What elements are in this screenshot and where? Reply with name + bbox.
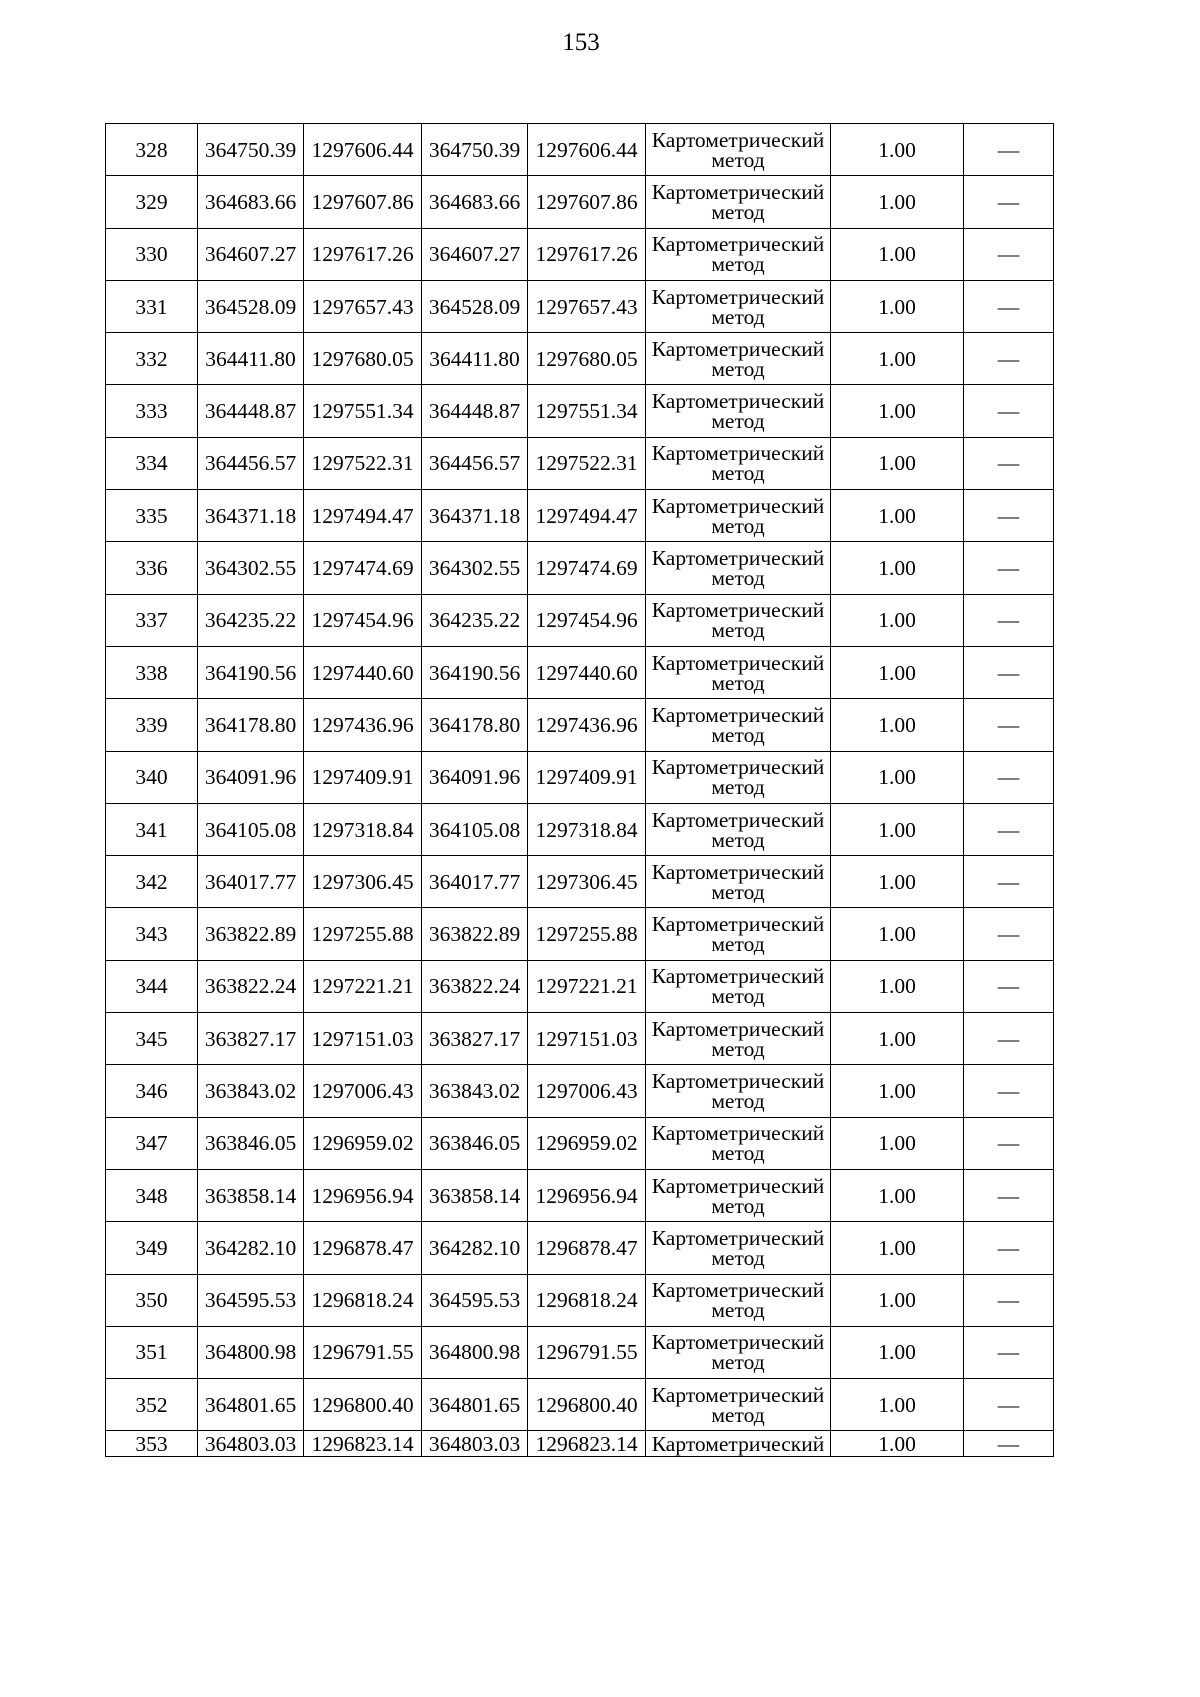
method-line-1: Картометрический xyxy=(651,493,825,518)
y-coordinate-cell: 1297440.60 xyxy=(304,646,422,698)
table-row xyxy=(106,280,1054,332)
point-number-cell: 352 xyxy=(106,1379,198,1431)
note-cell: — xyxy=(964,1431,1054,1457)
x-coordinate-alt-cell: 363843.02 xyxy=(422,1065,528,1117)
note-cell: — xyxy=(964,542,1054,594)
method-cell xyxy=(646,437,831,489)
accuracy-cell: 1.00 xyxy=(831,1169,964,1221)
table-row xyxy=(106,594,1054,646)
x-coordinate-cell: 364371.18 xyxy=(198,490,304,542)
method-line-1: Картометрический xyxy=(651,1225,825,1250)
table-row xyxy=(106,437,1054,489)
method-cell xyxy=(646,1013,831,1065)
method-cell xyxy=(646,751,831,803)
accuracy-cell: 1.00 xyxy=(831,1222,964,1274)
point-number-cell: 337 xyxy=(106,594,198,646)
y-coordinate-cell: 1297436.96 xyxy=(304,699,422,751)
note-cell: — xyxy=(964,333,1054,385)
accuracy-cell: 1.00 xyxy=(831,1274,964,1326)
method-cell xyxy=(646,124,831,176)
accuracy-cell: 1.00 xyxy=(831,385,964,437)
table-row xyxy=(106,699,1054,751)
method-cell xyxy=(646,699,831,751)
method-line-1: Картометрический xyxy=(651,702,825,727)
method-line-1: Картометрический xyxy=(651,389,825,414)
method-line-1: Картометрический xyxy=(651,755,825,780)
method-line-2: метод xyxy=(711,932,765,957)
note-cell: — xyxy=(964,646,1054,698)
x-coordinate-alt-cell: 364017.77 xyxy=(422,856,528,908)
point-number-cell: 342 xyxy=(106,856,198,908)
x-coordinate-alt-cell: 363822.24 xyxy=(422,960,528,1012)
y-coordinate-cell: 1297006.43 xyxy=(304,1065,422,1117)
y-coordinate-cell: 1297474.69 xyxy=(304,542,422,594)
method-cell xyxy=(646,542,831,594)
y-coordinate-alt-cell: 1297657.43 xyxy=(528,280,646,332)
accuracy-cell: 1.00 xyxy=(831,490,964,542)
note-cell: — xyxy=(964,437,1054,489)
point-number-cell: 334 xyxy=(106,437,198,489)
x-coordinate-cell: 364800.98 xyxy=(198,1326,304,1378)
method-line-1: Картометрический xyxy=(651,284,825,309)
method-cell xyxy=(646,1379,831,1431)
accuracy-cell: 1.00 xyxy=(831,699,964,751)
method-cell xyxy=(646,176,831,228)
method-line-1: Картометрический xyxy=(651,859,825,884)
method-cell xyxy=(646,1065,831,1117)
method-line-2: метод xyxy=(711,409,765,434)
y-coordinate-cell: 1296878.47 xyxy=(304,1222,422,1274)
note-cell: — xyxy=(964,228,1054,280)
x-coordinate-cell: 364411.80 xyxy=(198,333,304,385)
x-coordinate-alt-cell: 364528.09 xyxy=(422,280,528,332)
x-coordinate-alt-cell: 364607.27 xyxy=(422,228,528,280)
table-row xyxy=(106,124,1054,176)
method-line-2: метод xyxy=(711,1350,765,1375)
accuracy-cell: 1.00 xyxy=(831,594,964,646)
method-line-2: метод xyxy=(711,1298,765,1323)
x-coordinate-alt-cell: 364448.87 xyxy=(422,385,528,437)
table-row xyxy=(106,1117,1054,1169)
method-line-2: метод xyxy=(711,1245,765,1270)
x-coordinate-cell: 364235.22 xyxy=(198,594,304,646)
method-line-1: Картометрический xyxy=(651,650,825,675)
y-coordinate-alt-cell: 1296956.94 xyxy=(528,1169,646,1221)
x-coordinate-cell: 364302.55 xyxy=(198,542,304,594)
y-coordinate-cell: 1297494.47 xyxy=(304,490,422,542)
y-coordinate-cell: 1296791.55 xyxy=(304,1326,422,1378)
y-coordinate-alt-cell: 1296878.47 xyxy=(528,1222,646,1274)
method-line-1: Картометрический xyxy=(651,964,825,989)
method-line-1: Картометрический xyxy=(651,336,825,361)
point-number-cell: 339 xyxy=(106,699,198,751)
y-coordinate-cell: 1296823.14 xyxy=(304,1431,422,1457)
method-cell xyxy=(646,803,831,855)
note-cell: — xyxy=(964,385,1054,437)
method-line-2: метод xyxy=(711,827,765,852)
method-line-2: метод xyxy=(711,566,765,591)
note-cell: — xyxy=(964,1379,1054,1431)
x-coordinate-alt-cell: 364595.53 xyxy=(422,1274,528,1326)
x-coordinate-cell: 364091.96 xyxy=(198,751,304,803)
y-coordinate-alt-cell: 1297494.47 xyxy=(528,490,646,542)
note-cell: — xyxy=(964,1326,1054,1378)
method-line-1: Картометрический xyxy=(651,1382,825,1407)
note-cell: — xyxy=(964,594,1054,646)
y-coordinate-cell: 1296800.40 xyxy=(304,1379,422,1431)
table-row xyxy=(106,542,1054,594)
y-coordinate-alt-cell: 1297006.43 xyxy=(528,1065,646,1117)
point-number-cell: 350 xyxy=(106,1274,198,1326)
x-coordinate-alt-cell: 363858.14 xyxy=(422,1169,528,1221)
x-coordinate-cell: 364595.53 xyxy=(198,1274,304,1326)
note-cell: — xyxy=(964,1169,1054,1221)
table-row xyxy=(106,1222,1054,1274)
point-number-cell: 349 xyxy=(106,1222,198,1274)
y-coordinate-alt-cell: 1297151.03 xyxy=(528,1013,646,1065)
point-number-cell: 353 xyxy=(106,1431,198,1457)
x-coordinate-alt-cell: 364411.80 xyxy=(422,333,528,385)
method-line-2: метод xyxy=(711,1036,765,1061)
table-row xyxy=(106,1379,1054,1431)
note-cell: — xyxy=(964,1222,1054,1274)
point-number-cell: 348 xyxy=(106,1169,198,1221)
y-coordinate-cell: 1296959.02 xyxy=(304,1117,422,1169)
table-row xyxy=(106,333,1054,385)
accuracy-cell: 1.00 xyxy=(831,1379,964,1431)
x-coordinate-alt-cell: 364800.98 xyxy=(422,1326,528,1378)
x-coordinate-alt-cell: 364302.55 xyxy=(422,542,528,594)
accuracy-cell: 1.00 xyxy=(831,124,964,176)
method-cell xyxy=(646,856,831,908)
x-coordinate-alt-cell: 364803.03 xyxy=(422,1431,528,1457)
y-coordinate-alt-cell: 1296823.14 xyxy=(528,1431,646,1457)
x-coordinate-alt-cell: 364190.56 xyxy=(422,646,528,698)
method-line-2: метод xyxy=(711,356,765,381)
table-row xyxy=(106,908,1054,960)
method-line-2: метод xyxy=(711,304,765,329)
x-coordinate-alt-cell: 364235.22 xyxy=(422,594,528,646)
method-line-2: метод xyxy=(711,879,765,904)
x-coordinate-alt-cell: 364683.66 xyxy=(422,176,528,228)
x-coordinate-alt-cell: 364456.57 xyxy=(422,437,528,489)
method-line-2: метод xyxy=(711,1193,765,1218)
method-line-1: Картометрический xyxy=(651,232,825,257)
accuracy-cell: 1.00 xyxy=(831,280,964,332)
method-line-2: метод xyxy=(711,461,765,486)
note-cell: — xyxy=(964,803,1054,855)
y-coordinate-cell: 1297221.21 xyxy=(304,960,422,1012)
x-coordinate-cell: 364803.03 xyxy=(198,1431,304,1457)
table-row xyxy=(106,646,1054,698)
point-number-cell: 338 xyxy=(106,646,198,698)
table-row xyxy=(106,1169,1054,1221)
method-line-2: метод xyxy=(711,984,765,1009)
method-line-2: метод xyxy=(711,670,765,695)
method-line-2: метод xyxy=(711,513,765,538)
method-line-2: метод xyxy=(711,1141,765,1166)
method-cell xyxy=(646,1431,831,1457)
table-row xyxy=(106,176,1054,228)
x-coordinate-alt-cell: 364091.96 xyxy=(422,751,528,803)
y-coordinate-alt-cell: 1297436.96 xyxy=(528,699,646,751)
note-cell: — xyxy=(964,124,1054,176)
y-coordinate-alt-cell: 1297454.96 xyxy=(528,594,646,646)
method-line-1: Картометрический xyxy=(651,598,825,623)
point-number-cell: 344 xyxy=(106,960,198,1012)
method-line-1: Картометрический xyxy=(651,546,825,571)
x-coordinate-cell: 364801.65 xyxy=(198,1379,304,1431)
point-number-cell: 351 xyxy=(106,1326,198,1378)
method-cell xyxy=(646,1117,831,1169)
method-line-1: Картометрический xyxy=(651,127,825,152)
table-row xyxy=(106,803,1054,855)
method-cell xyxy=(646,333,831,385)
accuracy-cell: 1.00 xyxy=(831,1013,964,1065)
method-cell xyxy=(646,1274,831,1326)
note-cell: — xyxy=(964,490,1054,542)
method-line-1: Картометрический xyxy=(651,807,825,832)
y-coordinate-cell: 1297680.05 xyxy=(304,333,422,385)
note-cell: — xyxy=(964,856,1054,908)
point-number-cell: 341 xyxy=(106,803,198,855)
x-coordinate-cell: 363846.05 xyxy=(198,1117,304,1169)
note-cell: — xyxy=(964,280,1054,332)
x-coordinate-cell: 364190.56 xyxy=(198,646,304,698)
accuracy-cell: 1.00 xyxy=(831,228,964,280)
table-row xyxy=(106,490,1054,542)
x-coordinate-cell: 363827.17 xyxy=(198,1013,304,1065)
y-coordinate-alt-cell: 1297606.44 xyxy=(528,124,646,176)
note-cell: — xyxy=(964,1274,1054,1326)
method-cell xyxy=(646,490,831,542)
y-coordinate-cell: 1297409.91 xyxy=(304,751,422,803)
y-coordinate-cell: 1297607.86 xyxy=(304,176,422,228)
y-coordinate-alt-cell: 1296791.55 xyxy=(528,1326,646,1378)
method-line-2: метод xyxy=(711,252,765,277)
x-coordinate-alt-cell: 364282.10 xyxy=(422,1222,528,1274)
table-row xyxy=(106,960,1054,1012)
accuracy-cell: 1.00 xyxy=(831,176,964,228)
method-cell xyxy=(646,960,831,1012)
method-cell xyxy=(646,228,831,280)
y-coordinate-cell: 1297551.34 xyxy=(304,385,422,437)
point-number-cell: 347 xyxy=(106,1117,198,1169)
method-line-2: метод xyxy=(711,722,765,747)
y-coordinate-alt-cell: 1297306.45 xyxy=(528,856,646,908)
y-coordinate-alt-cell: 1296818.24 xyxy=(528,1274,646,1326)
method-line-2: метод xyxy=(711,618,765,643)
accuracy-cell: 1.00 xyxy=(831,1117,964,1169)
method-line-2: метод xyxy=(711,775,765,800)
note-cell: — xyxy=(964,699,1054,751)
x-coordinate-alt-cell: 363827.17 xyxy=(422,1013,528,1065)
point-number-cell: 346 xyxy=(106,1065,198,1117)
method-line-1: Картометрический xyxy=(651,179,825,204)
x-coordinate-cell: 364448.87 xyxy=(198,385,304,437)
y-coordinate-alt-cell: 1297318.84 xyxy=(528,803,646,855)
x-coordinate-cell: 363843.02 xyxy=(198,1065,304,1117)
y-coordinate-alt-cell: 1297409.91 xyxy=(528,751,646,803)
x-coordinate-cell: 364607.27 xyxy=(198,228,304,280)
coordinates-table xyxy=(105,123,1054,1457)
x-coordinate-cell: 364017.77 xyxy=(198,856,304,908)
method-line-2: метод xyxy=(711,1088,765,1113)
point-number-cell: 331 xyxy=(106,280,198,332)
x-coordinate-cell: 364178.80 xyxy=(198,699,304,751)
table-row xyxy=(106,1431,1054,1457)
page-number: 153 xyxy=(562,29,600,56)
note-cell: — xyxy=(964,176,1054,228)
x-coordinate-alt-cell: 364750.39 xyxy=(422,124,528,176)
note-cell: — xyxy=(964,1013,1054,1065)
method-line-1: Картометрический xyxy=(651,1278,825,1303)
x-coordinate-cell: 363858.14 xyxy=(198,1169,304,1221)
y-coordinate-cell: 1297306.45 xyxy=(304,856,422,908)
method-line-2: метод xyxy=(711,1402,765,1427)
y-coordinate-cell: 1296818.24 xyxy=(304,1274,422,1326)
y-coordinate-alt-cell: 1297522.31 xyxy=(528,437,646,489)
table-row xyxy=(106,1274,1054,1326)
method-cell xyxy=(646,385,831,437)
y-coordinate-alt-cell: 1297474.69 xyxy=(528,542,646,594)
method-cell xyxy=(646,1169,831,1221)
y-coordinate-cell: 1297606.44 xyxy=(304,124,422,176)
y-coordinate-cell: 1296956.94 xyxy=(304,1169,422,1221)
y-coordinate-cell: 1297255.88 xyxy=(304,908,422,960)
method-line-1: Картометрический xyxy=(651,1431,825,1456)
method-line-1: Картометрический xyxy=(651,1016,825,1041)
y-coordinate-cell: 1297318.84 xyxy=(304,803,422,855)
method-line-1: Картометрический xyxy=(651,1121,825,1146)
accuracy-cell: 1.00 xyxy=(831,646,964,698)
y-coordinate-cell: 1297657.43 xyxy=(304,280,422,332)
accuracy-cell: 1.00 xyxy=(831,1431,964,1457)
method-cell xyxy=(646,594,831,646)
method-cell xyxy=(646,1326,831,1378)
point-number-cell: 329 xyxy=(106,176,198,228)
x-coordinate-cell: 363822.89 xyxy=(198,908,304,960)
accuracy-cell: 1.00 xyxy=(831,542,964,594)
y-coordinate-cell: 1297454.96 xyxy=(304,594,422,646)
note-cell: — xyxy=(964,1065,1054,1117)
point-number-cell: 333 xyxy=(106,385,198,437)
method-cell xyxy=(646,1222,831,1274)
x-coordinate-alt-cell: 364105.08 xyxy=(422,803,528,855)
method-cell xyxy=(646,280,831,332)
point-number-cell: 332 xyxy=(106,333,198,385)
method-line-1: Картометрический xyxy=(651,1068,825,1093)
table-row xyxy=(106,385,1054,437)
y-coordinate-alt-cell: 1297255.88 xyxy=(528,908,646,960)
point-number-cell: 335 xyxy=(106,490,198,542)
table-row xyxy=(106,751,1054,803)
accuracy-cell: 1.00 xyxy=(831,803,964,855)
x-coordinate-alt-cell: 363846.05 xyxy=(422,1117,528,1169)
x-coordinate-alt-cell: 364371.18 xyxy=(422,490,528,542)
accuracy-cell: 1.00 xyxy=(831,333,964,385)
point-number-cell: 330 xyxy=(106,228,198,280)
accuracy-cell: 1.00 xyxy=(831,960,964,1012)
method-line-2: метод xyxy=(711,199,765,224)
y-coordinate-alt-cell: 1297617.26 xyxy=(528,228,646,280)
method-line-1: Картометрический xyxy=(651,441,825,466)
point-number-cell: 328 xyxy=(106,124,198,176)
point-number-cell: 343 xyxy=(106,908,198,960)
x-coordinate-alt-cell: 364178.80 xyxy=(422,699,528,751)
method-line-2: метод xyxy=(711,147,765,172)
accuracy-cell: 1.00 xyxy=(831,437,964,489)
table-row xyxy=(106,1065,1054,1117)
note-cell: — xyxy=(964,751,1054,803)
y-coordinate-alt-cell: 1297680.05 xyxy=(528,333,646,385)
y-coordinate-cell: 1297151.03 xyxy=(304,1013,422,1065)
method-line-1: Картометрический xyxy=(651,912,825,937)
y-coordinate-cell: 1297522.31 xyxy=(304,437,422,489)
method-line-1: Картометрический xyxy=(651,1173,825,1198)
point-number-cell: 336 xyxy=(106,542,198,594)
table-body xyxy=(106,124,1054,1457)
x-coordinate-cell: 364683.66 xyxy=(198,176,304,228)
point-number-cell: 340 xyxy=(106,751,198,803)
y-coordinate-alt-cell: 1297607.86 xyxy=(528,176,646,228)
x-coordinate-cell: 364105.08 xyxy=(198,803,304,855)
table-row xyxy=(106,856,1054,908)
accuracy-cell: 1.00 xyxy=(831,856,964,908)
y-coordinate-alt-cell: 1297440.60 xyxy=(528,646,646,698)
method-cell xyxy=(646,646,831,698)
method-line-1: Картометрический xyxy=(651,1330,825,1355)
note-cell: — xyxy=(964,1117,1054,1169)
x-coordinate-cell: 364528.09 xyxy=(198,280,304,332)
note-cell: — xyxy=(964,908,1054,960)
point-number-cell: 345 xyxy=(106,1013,198,1065)
accuracy-cell: 1.00 xyxy=(831,1326,964,1378)
y-coordinate-alt-cell: 1296959.02 xyxy=(528,1117,646,1169)
x-coordinate-cell: 364750.39 xyxy=(198,124,304,176)
x-coordinate-cell: 364282.10 xyxy=(198,1222,304,1274)
note-cell: — xyxy=(964,960,1054,1012)
accuracy-cell: 1.00 xyxy=(831,908,964,960)
y-coordinate-alt-cell: 1296800.40 xyxy=(528,1379,646,1431)
x-coordinate-cell: 363822.24 xyxy=(198,960,304,1012)
x-coordinate-alt-cell: 364801.65 xyxy=(422,1379,528,1431)
accuracy-cell: 1.00 xyxy=(831,751,964,803)
accuracy-cell: 1.00 xyxy=(831,1065,964,1117)
x-coordinate-cell: 364456.57 xyxy=(198,437,304,489)
y-coordinate-alt-cell: 1297551.34 xyxy=(528,385,646,437)
table-row xyxy=(106,1013,1054,1065)
table-row xyxy=(106,228,1054,280)
method-cell xyxy=(646,908,831,960)
y-coordinate-alt-cell: 1297221.21 xyxy=(528,960,646,1012)
table-row xyxy=(106,1326,1054,1378)
y-coordinate-cell: 1297617.26 xyxy=(304,228,422,280)
x-coordinate-alt-cell: 363822.89 xyxy=(422,908,528,960)
